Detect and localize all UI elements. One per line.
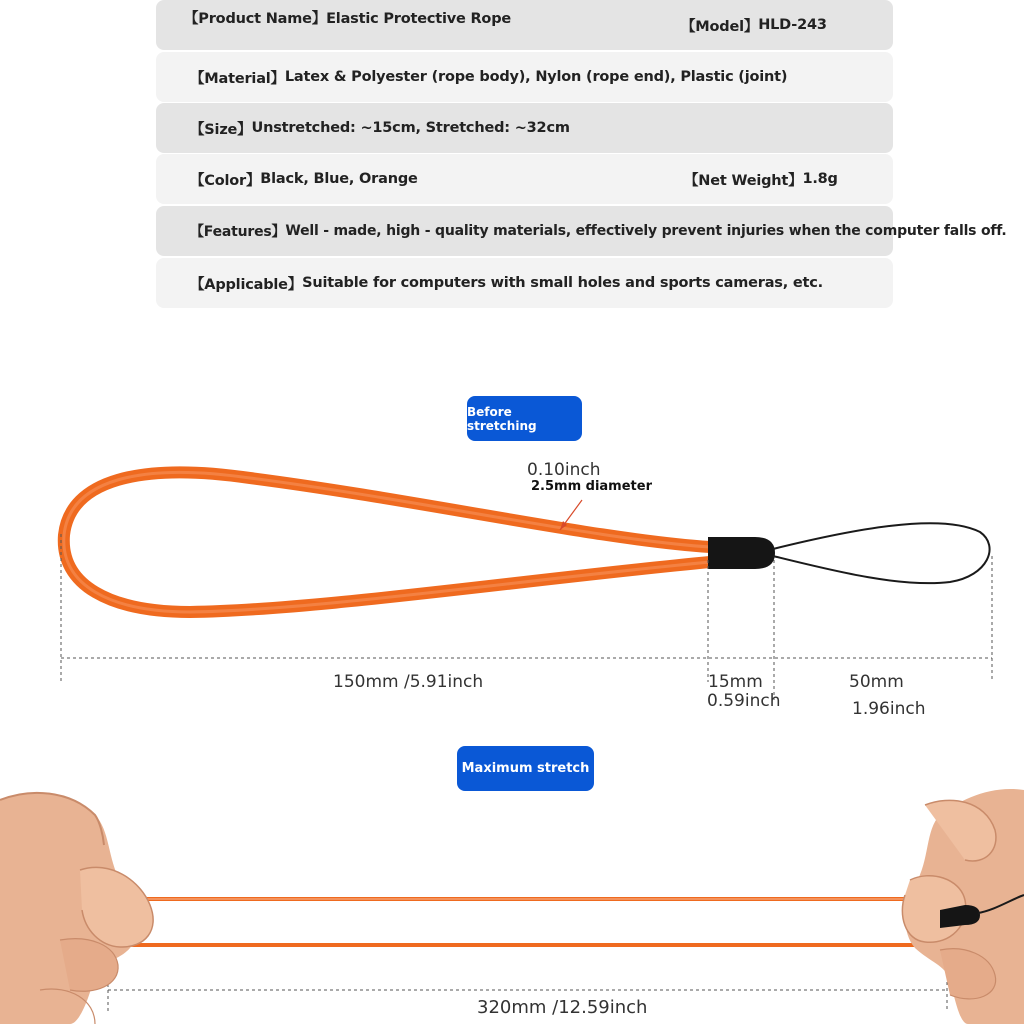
diameter-inch-label: 0.10inch bbox=[527, 460, 601, 480]
features-value: Well - made, high - quality materials, effectively prevent injuries when the computer falls off. bbox=[285, 223, 1007, 239]
color-value: Black, Blue, Orange bbox=[260, 171, 418, 187]
color-key: 【Color】 bbox=[190, 172, 261, 189]
material-value: Latex & Polyester (rope body), Nylon (rope end), Plastic (joint) bbox=[284, 69, 788, 85]
material-key: 【Material】 bbox=[190, 70, 285, 87]
thin-cord bbox=[773, 523, 990, 583]
size-key: 【Size】 bbox=[190, 121, 252, 138]
cord-inch-label: 1.96inch bbox=[852, 699, 926, 719]
weight-value: 1.8g bbox=[802, 171, 838, 187]
applicable-key: 【Applicable】 bbox=[190, 276, 303, 293]
cord-mm-label: 50mm bbox=[849, 672, 904, 692]
joint-inch-label: 0.59inch bbox=[707, 691, 781, 711]
size-value: Unstretched: ~15cm, Stretched: ~32cm bbox=[251, 120, 570, 136]
right-hand bbox=[902, 789, 1024, 1024]
stretched-length-label: 320mm /12.59inch bbox=[477, 997, 648, 1018]
before-stretching-badge: Before stretching bbox=[467, 396, 582, 441]
weight-key: 【Net Weight】 bbox=[684, 172, 803, 189]
rope-joint bbox=[708, 537, 775, 569]
model-key: 【Model】 bbox=[681, 18, 759, 35]
stretched-band bbox=[112, 899, 942, 945]
loop-length-label: 150mm /5.91inch bbox=[333, 672, 484, 692]
product-name-key: 【Product Name】 bbox=[184, 11, 327, 27]
left-hand bbox=[0, 793, 153, 1024]
applicable-value: Suitable for computers with small holes and sports cameras, etc. bbox=[302, 275, 823, 291]
joint-mm-label: 15mm bbox=[708, 672, 763, 692]
model-value: HLD-243 bbox=[758, 17, 827, 33]
product-name-value: Elastic Protective Rope bbox=[326, 11, 512, 27]
features-key: 【Features】 bbox=[190, 224, 286, 240]
diameter-mm-label: 2.5mm diameter bbox=[531, 479, 652, 494]
maximum-stretch-badge: Maximum stretch bbox=[457, 746, 594, 791]
